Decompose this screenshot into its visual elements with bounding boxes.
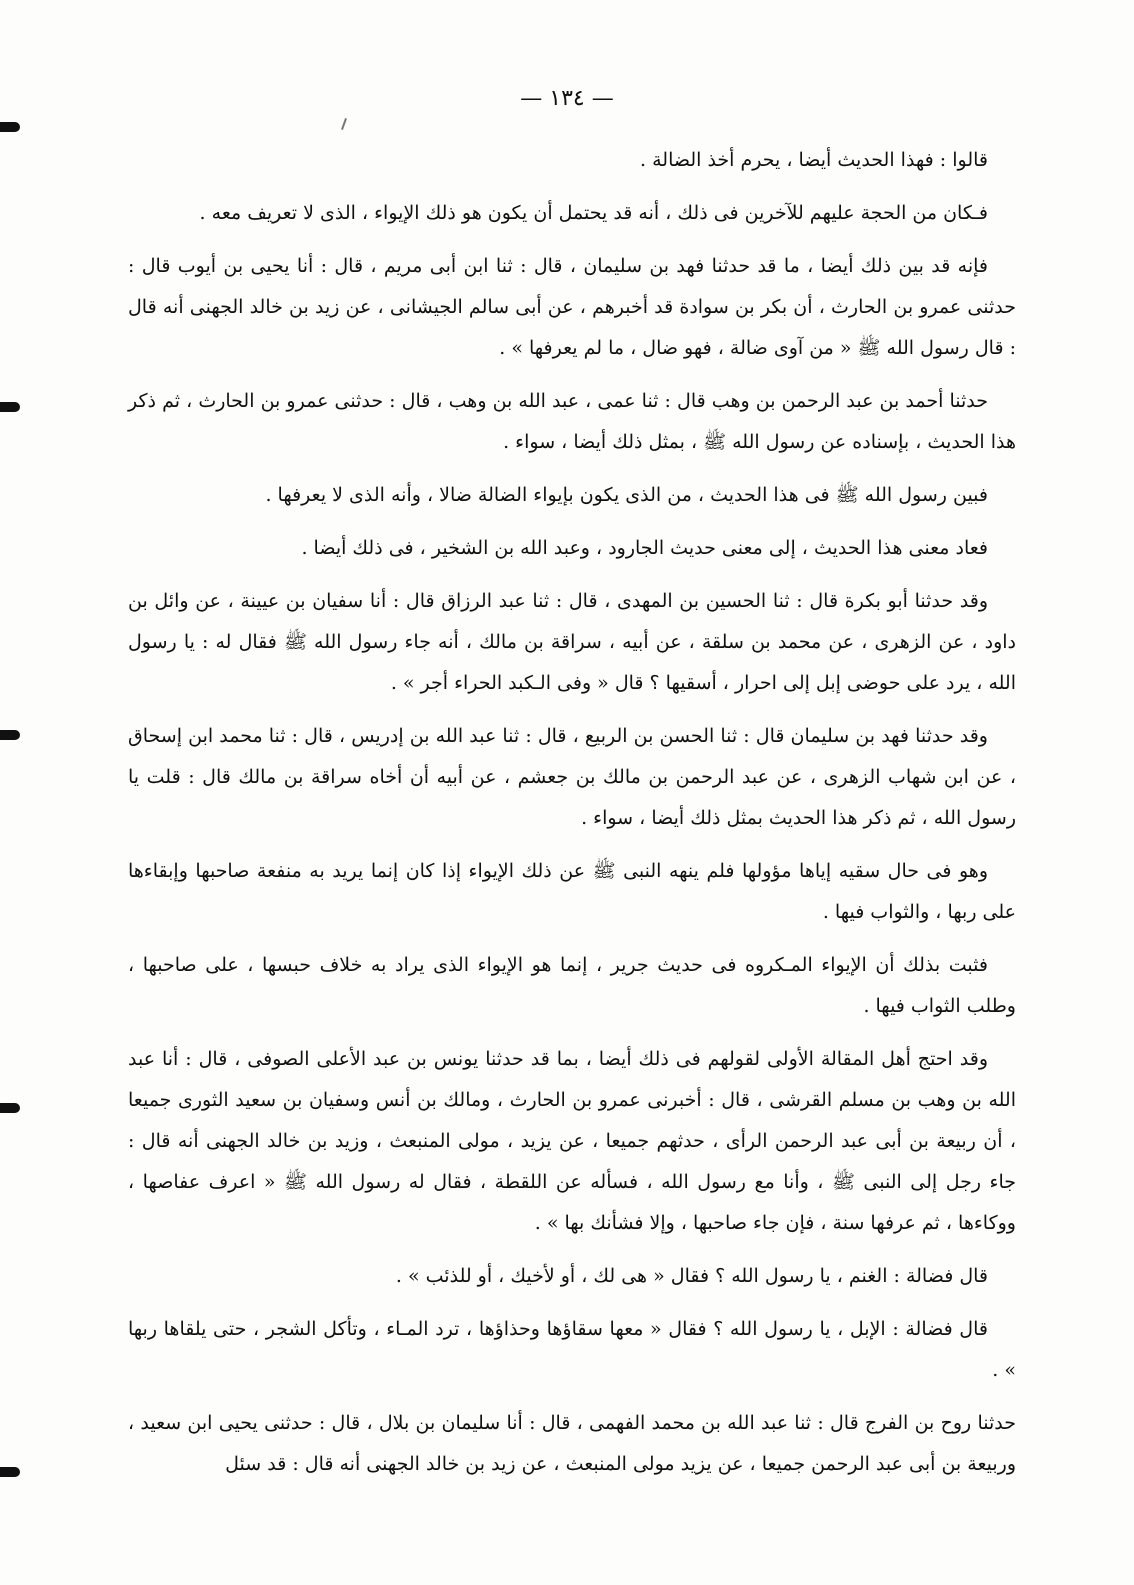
- paragraph: حدثنا روح بن الفرج قال : ثنا عبد الله بن محمد الفهمى ، قال : أنا سليمان بن بلال ، قال : حدثنى يحيى ابن سعيد ، وربيعة بن أبى عبد الرحمن جميعا ، عن يزيد مولى المنبعث ، عن زيد بن خالد الجهنى أنه قال : قد سئل: [128, 1412, 1016, 1475]
- paragraph: فعاد معنى هذا الحديث ، إلى معنى حديث الجارود ، وعبد الله بن الشخير ، فى ذلك أيضا .: [301, 537, 988, 559]
- margin-tab-mark: [0, 122, 20, 132]
- paragraph: وقد حدثنا فهد بن سليمان قال : ثنا الحسن بن الربيع ، قال : ثنا عبد الله بن إدريس ، قال : ثنا محمد ابن إسحاق ، عن ابن شهاب الزهرى ، عن عبد الرحمن بن مالك بن جعشم ، عن أبيه أن أخاه سراقة بن مالك قال : قلت يا رسول الله ، ثم ذكر هذا الحديث بمثل ذلك أيضا ، سواء .: [128, 725, 1016, 829]
- paragraph: قال فضالة : الإبل ، يا رسول الله ؟ فقال « معها سقاؤها وحذاؤها ، ترد المـاء ، وتأكل الشجر ، حتى يلقاها ربها » .: [128, 1318, 1016, 1381]
- page-number: — ١٣٤ —: [520, 86, 614, 111]
- margin-tab-mark: [0, 402, 20, 412]
- paragraph: قال فضالة : الغنم ، يا رسول الله ؟ فقال « هى لك ، أو لأخيك ، أو للذئب » .: [395, 1265, 988, 1287]
- stray-ink-mark: [341, 118, 347, 130]
- paragraph: وقد حدثنا أبو بكرة قال : ثنا الحسين بن المهدى ، قال : ثنا عبد الرزاق قال : أنا سفيان بن عيينة ، عن وائل بن داود ، عن الزهرى ، عن محمد بن سلقة ، عن أبيه ، سراقة بن مالك ، أنه جاء رسول الله ﷺ فقال له : يا رسول الله ، يرد على حوضى إبل إلى احرار ، أسقيها ؟ قال « وفى الـكبد الحراء أجر » .: [128, 590, 1016, 694]
- page-body-text: [128, 140, 1016, 1497]
- paragraph: فبين رسول الله ﷺ فى هذا الحديث ، من الذى يكون بإيواء الضالة ضالا ، وأنه الذى لا يعرفها .: [265, 484, 988, 506]
- paragraph: وقد احتج أهل المقالة الأولى لقولهم فى ذلك أيضا ، بما قد حدثنا يونس بن عبد الأعلى الصوفى ، قال : أنا عبد الله بن وهب بن مسلم القرشى ، قال : أخبرنى عمرو بن الحارث ، ومالك بن أنس وسفيان بن سعيد الثورى جميعا ، أن ربيعة بن أبى عبد الرحمن الرأى ، حدثهم جميعا ، عن يزيد ، مولى المنبعث ، وزيد بن خالد الجهنى أنه قال : جاء رجل إلى النبى ﷺ ، وأنا مع رسول الله ، فسأله عن اللقطة ، فقال له رسول الله ﷺ « اعرف عفاصها ، ووكاءها ، ثم عرفها سنة ، فإن جاء صاحبها ، وإلا فشأنك بها » .: [128, 1048, 1016, 1234]
- paragraph: وهو فى حال سقيه إياها مؤولها فلم ينهه النبى ﷺ عن ذلك الإيواء إذا كان إنما يريد به منفعة صاحبها وإبقاءها على ربها ، والثواب فيها .: [128, 860, 1016, 923]
- margin-tab-mark: [0, 1467, 20, 1477]
- paragraph: حدثنا أحمد بن عبد الرحمن بن وهب قال : ثنا عمى ، عبد الله بن وهب ، قال : حدثنى عمرو بن الحارث ، ثم ذكر هذا الحديث ، بإسناده عن رسول الله ﷺ ، بمثل ذلك أيضا ، سواء .: [128, 390, 1016, 453]
- paragraph: فإنه قد بين ذلك أيضا ، ما قد حدثنا فهد بن سليمان ، قال : ثنا ابن أبى مريم ، قال : أنا يحيى بن أيوب قال : حدثنى عمرو بن الحارث ، أن بكر بن سوادة قد أخبرهم ، عن أبى سالم الجيشانى ، عن زيد بن خالد الجهنى أنه قال : قال رسول الله ﷺ « من آوى ضالة ، فهو ضال ، ما لم يعرفها » .: [128, 255, 1016, 359]
- margin-tab-mark: [0, 730, 20, 740]
- margin-tab-mark: [0, 1103, 20, 1113]
- paragraph: فـكان من الحجة عليهم للآخرين فى ذلك ، أنه قد يحتمل أن يكون هو ذلك الإيواء ، الذى لا تعريف معه .: [199, 202, 988, 224]
- paragraph: قالوا : فهذا الحديث أيضا ، يحرم أخذ الضالة .: [640, 149, 988, 171]
- paragraph: فثبت بذلك أن الإيواء المـكروه فى حديث جرير ، إنما هو الإيواء الذى يراد به خلاف حبسها ، على صاحبها ، وطلب الثواب فيها .: [128, 954, 1016, 1017]
